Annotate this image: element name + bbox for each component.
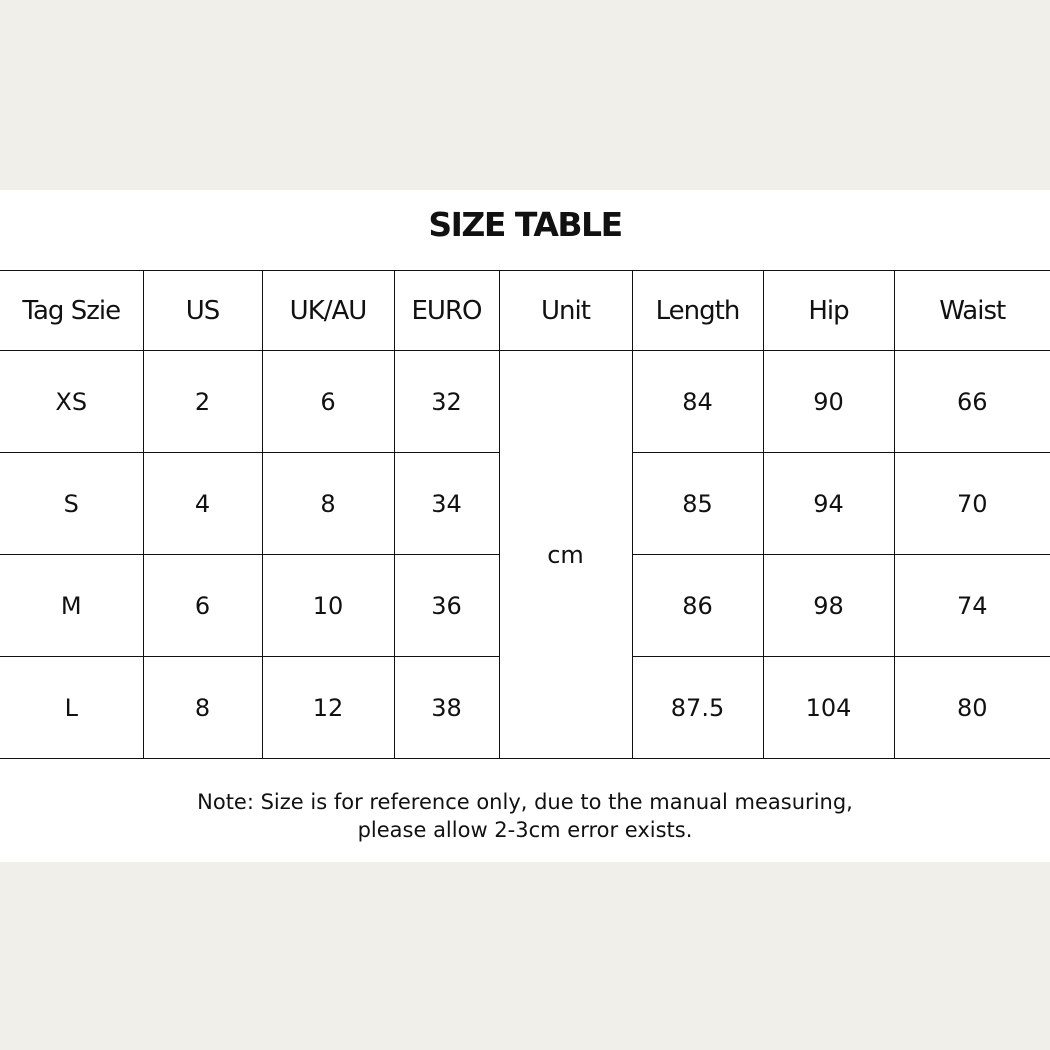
column-header-us: US — [143, 271, 262, 351]
cell-us: 6 — [143, 555, 262, 657]
cell-us: 8 — [143, 657, 262, 759]
cell-euro: 34 — [394, 453, 499, 555]
cell-uk-au: 8 — [262, 453, 394, 555]
cell-waist: 80 — [894, 657, 1050, 759]
cell-euro: 38 — [394, 657, 499, 759]
column-header-waist: Waist — [894, 271, 1050, 351]
column-header-tag-size: Tag Szie — [0, 271, 143, 351]
column-header-hip: Hip — [763, 271, 894, 351]
table-header-row — [0, 271, 1050, 351]
cell-length: 85 — [632, 453, 763, 555]
column-header-unit: Unit — [499, 271, 632, 351]
cell-euro: 36 — [394, 555, 499, 657]
cell-hip: 104 — [763, 657, 894, 759]
note-line-1: Note: Size is for reference only, due to the manual measuring, — [197, 790, 853, 814]
cell-tag-size: M — [0, 555, 143, 657]
cell-waist: 70 — [894, 453, 1050, 555]
cell-waist: 74 — [894, 555, 1050, 657]
table-row — [0, 351, 1050, 453]
cell-hip: 94 — [763, 453, 894, 555]
cell-tag-size: S — [0, 453, 143, 555]
cell-waist: 66 — [894, 351, 1050, 453]
cell-length: 87.5 — [632, 657, 763, 759]
column-header-euro: EURO — [394, 271, 499, 351]
cell-us: 4 — [143, 453, 262, 555]
cell-length: 86 — [632, 555, 763, 657]
cell-length: 84 — [632, 351, 763, 453]
cell-uk-au: 6 — [262, 351, 394, 453]
cell-tag-size: XS — [0, 351, 143, 453]
note-line-2: please allow 2-3cm error exists. — [357, 818, 693, 842]
cell-hip: 98 — [763, 555, 894, 657]
cell-tag-size: L — [0, 657, 143, 759]
cell-uk-au: 10 — [262, 555, 394, 657]
cell-euro: 32 — [394, 351, 499, 453]
page-title: SIZE TABLE — [428, 205, 622, 244]
column-header-uk-au: UK/AU — [262, 271, 394, 351]
cell-unit: cm — [499, 351, 632, 759]
column-header-length: Length — [632, 271, 763, 351]
cell-uk-au: 12 — [262, 657, 394, 759]
measurement-note — [0, 788, 1050, 844]
cell-hip: 90 — [763, 351, 894, 453]
size-table — [0, 270, 1050, 759]
cell-us: 2 — [143, 351, 262, 453]
